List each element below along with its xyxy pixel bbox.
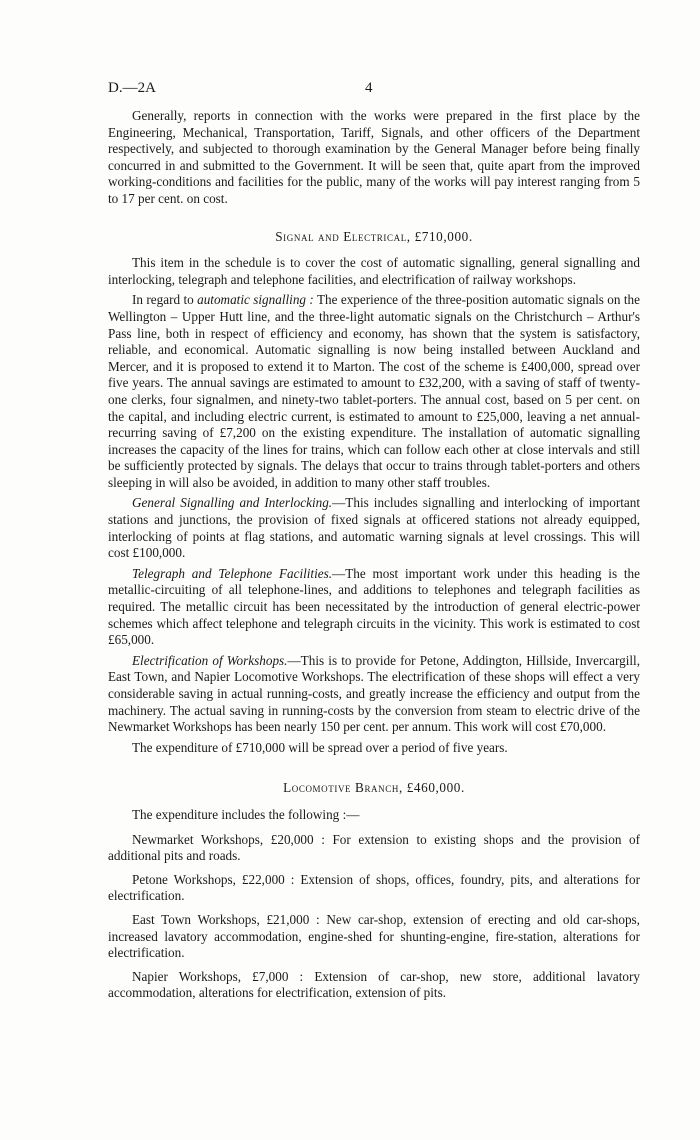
signal-summary-paragraph: The expenditure of £710,000 will be spread over a period of five years. (132, 739, 508, 755)
signal-electrical-heading: Signal and Electrical, £710,000. (275, 228, 473, 244)
electrification-text: —This is to provide for Petone, Addington, Hillside, Invercargill, East Town, and Napier Locomotive Workshops. The electrification of these shops will effect a very considerable saving in actual running-costs, and greatly increase the efficiency and output from the machinery. The actual saving in running-costs by the conversion from steam to electric drive of the Newmarket Workshops has been nearly 150 per cent. per annum. This work will cost £70,000. (108, 652, 640, 735)
telegraph-telephone-paragraph (108, 566, 640, 649)
automatic-signalling-text: The experience of the three-position automatic signals on the Wellington – Upper Hutt line, and the three-light automatic signals on the Christchurch – Arthur's Pass line, both in respect of efficiency and economy, has shown that the system is satisfactory, reliable, and economical. Automatic signalling is now being installed between Auckland and Mercer, and it is proposed to extend it to Marton. The cost of the scheme is £400,000, spread over five years. The annual savings are estimated to amount to £32,200, with a saving of staff of twenty-one clerks, four signalmen, and ninety-two tablet-porters. The annual cost, based on 5 per cent. on the capital, and including electric current, is estimated to amount to £25,000, leaving a net annual-recurring saving of £7,200 on the existing expenditure. The installation of automatic signalling increases the capacity of the lines for trains, which can follow each other at close intervals and still be sufficiently protected by signals. The delays that occur to trains through tablet-porters and others sleeping in will also be avoided, in addition to many other staff troubles. (108, 292, 640, 490)
automatic-signalling-title: automatic signalling : (197, 292, 314, 308)
signal-intro-paragraph: This item in the schedule is to cover the cost of automatic signalling, general signalling and interlocking, telegraph and telephone facilities, and electrification of railway workshops. (108, 255, 640, 287)
item-text: Extension of car-shop, new store, additional lavatory accommodation, alterations for electrification, extension of pits. (108, 968, 640, 1001)
document-reference: D.—2A (108, 80, 156, 96)
list-item (108, 872, 640, 905)
telegraph-telephone-text: —The most important work under this heading is the metallic-circuiting of all telephone-lines, and additions to telephones and telegraph facilities as required. The metallic circuit has been necessitated by the introduction of general electric-power schemes which affect telephone and telegraph circuits in the vicinity. This work is estimated to cost £65,000. (108, 565, 640, 648)
item-title: East Town Workshops, £21,000 : (132, 911, 320, 927)
page-number: 4 (365, 80, 373, 96)
automatic-signalling-paragraph (108, 292, 640, 491)
list-item (108, 912, 640, 962)
general-signalling-title: General Signalling and Interlocking. (132, 495, 333, 511)
item-title: Napier Workshops, £7,000 : (132, 968, 304, 984)
electrification-title: Electrification of Workshops. (132, 652, 288, 668)
list-item (108, 832, 640, 865)
general-signalling-paragraph (108, 495, 640, 561)
automatic-lead-in: In regard to (132, 292, 198, 308)
page-body (108, 108, 640, 1009)
list-item (108, 969, 640, 1002)
locomotive-branch-heading: Locomotive Branch, £460,000. (283, 780, 465, 796)
item-text: For extension to existing shops and the provision of additional pits and roads. (108, 831, 640, 864)
item-title: Petone Workshops, £22,000 : (132, 871, 295, 887)
intro-paragraph: Generally, reports in connection with the works were prepared in the first place by the Engineering, Mechanical, Transportation, Tariff, Signals, and other officers of the Department respectively, and subjected to thorough examination by the General Manager before being finally concurred in and submitted to the Government. It will be seen that, quite apart from the improved working-conditions and facilities for the public, many of the works will pay interest ranging from 5 to 17 per cent. on cost. (108, 108, 640, 206)
general-signalling-text: —This includes signalling and interlocking of important stations and junctions, the provision of fixed signals at officered stations not already equipped, interlocking of points at flag stations, and automatic warning signals at level crossings. This will cost £100,000. (108, 495, 641, 561)
item-text: Extension of shops, offices, foundry, pits, and alterations for electrification. (108, 871, 640, 904)
item-text: New car-shop, extension of erecting and old car-shops, increased lavatory accommodation, engine-shed for shunting-engine, fire-station, alterations for electrification. (108, 911, 640, 961)
telegraph-telephone-title: Telegraph and Telephone Facilities. (132, 565, 333, 581)
page-header (108, 80, 640, 100)
locomotive-intro-paragraph: The expenditure includes the following :— (132, 806, 360, 822)
electrification-paragraph (108, 653, 640, 736)
item-title: Newmarket Workshops, £20,000 : (132, 831, 325, 847)
